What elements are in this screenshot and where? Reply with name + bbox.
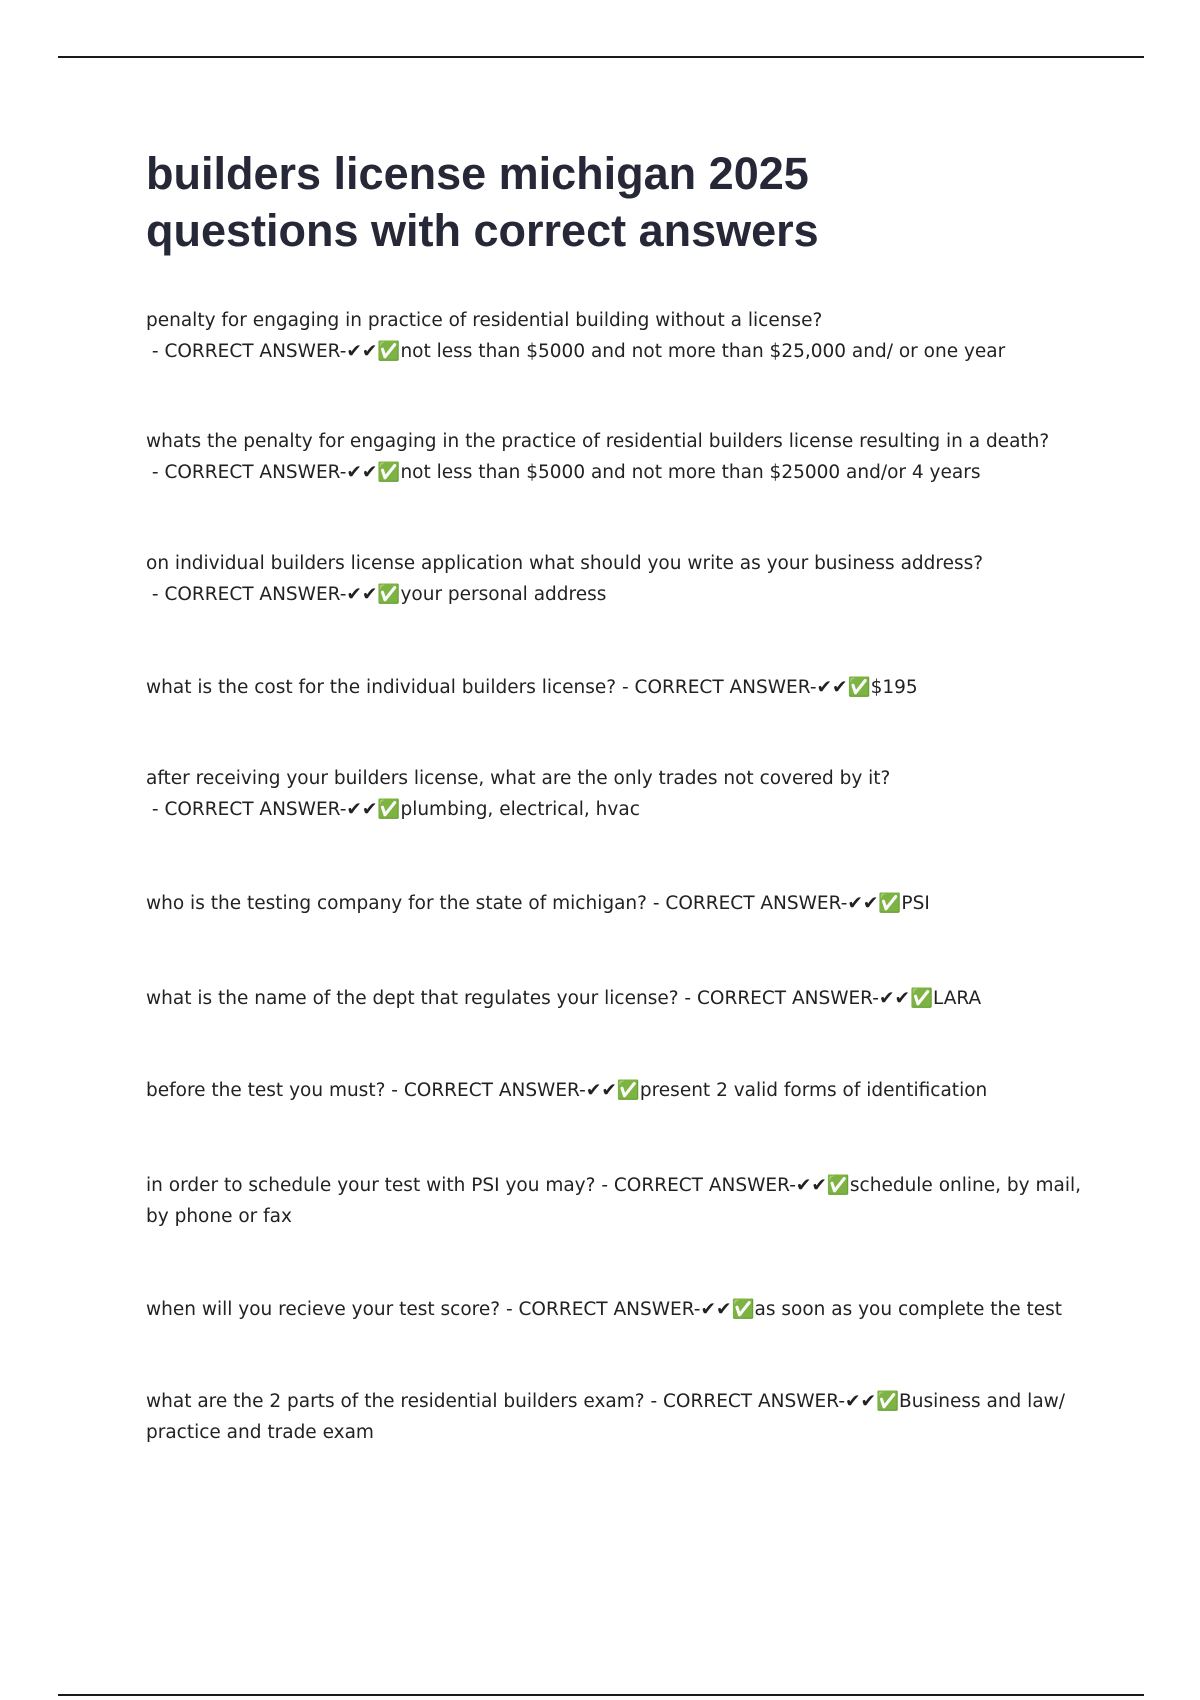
separator: -: [146, 341, 165, 362]
qa-item-6: [146, 888, 1091, 919]
question-text: before the test you must?: [146, 1080, 386, 1101]
question-text: after receiving your builders license, what are the only trades not covered by it?: [146, 768, 891, 789]
qa-item-10: [146, 1294, 1091, 1325]
qa-item-11: [146, 1386, 1091, 1448]
correct-answer-marker: CORRECT ANSWER-✔✔✅: [164, 341, 401, 362]
title-line-1: builders license michigan 2025: [146, 148, 809, 199]
question-text: who is the testing company for the state of michigan?: [146, 893, 647, 914]
qa-item-8: [146, 1075, 1091, 1106]
qa-item-2: [146, 426, 1091, 488]
separator: -: [146, 462, 165, 483]
title-line-2: questions with correct answers: [146, 205, 819, 256]
question-text: whats the penalty for engaging in the practice of residential builders license resulting in a death?: [146, 431, 1050, 452]
answer-text: plumbing, electrical, hvac: [400, 799, 640, 820]
correct-answer-marker: CORRECT ANSWER-✔✔✅: [613, 1175, 850, 1196]
separator: -: [595, 1175, 614, 1196]
question-text: on individual builders license application what should you write as your business address?: [146, 553, 984, 574]
question-text: in order to schedule your test with PSI you may?: [146, 1175, 596, 1196]
answer-text: not less than $5000 and not more than $25000 and/or 4 years: [400, 462, 981, 483]
qa-item-1: [146, 305, 1091, 367]
correct-answer-marker: CORRECT ANSWER-✔✔✅: [663, 1391, 900, 1412]
top-rule: [58, 56, 1144, 58]
answer-text: present 2 valid forms of identification: [639, 1080, 988, 1101]
answer-text: Business and law/ practice and trade exam: [146, 1391, 1066, 1443]
answer-text: LARA: [933, 988, 982, 1009]
answer-text: schedule online, by mail, by phone or fax: [146, 1175, 1081, 1227]
correct-answer-marker: CORRECT ANSWER-✔✔✅: [634, 677, 871, 698]
qa-item-7: [146, 983, 1091, 1014]
separator: -: [644, 1391, 664, 1412]
separator: -: [500, 1299, 519, 1320]
qa-item-5: [146, 763, 1091, 825]
answer-text: not less than $5000 and not more than $25,000 and/ or one year: [400, 341, 1006, 362]
answer-text: PSI: [901, 893, 930, 914]
question-text: what is the name of the dept that regulates your license?: [146, 988, 679, 1009]
correct-answer-marker: CORRECT ANSWER-✔✔✅: [696, 988, 933, 1009]
document-title: [146, 145, 1126, 259]
question-text: when will you recieve your test score?: [146, 1299, 501, 1320]
correct-answer-marker: CORRECT ANSWER-✔✔✅: [403, 1080, 640, 1101]
answer-text: your personal address: [400, 584, 607, 605]
question-text: what is the cost for the individual builders license?: [146, 677, 617, 698]
correct-answer-marker: CORRECT ANSWER-✔✔✅: [164, 462, 401, 483]
correct-answer-marker: CORRECT ANSWER-✔✔✅: [164, 799, 401, 820]
separator: -: [385, 1080, 404, 1101]
question-text: what are the 2 parts of the residential builders exam?: [146, 1391, 645, 1412]
correct-answer-marker: CORRECT ANSWER-✔✔✅: [665, 893, 902, 914]
separator: -: [616, 677, 635, 698]
qa-item-3: [146, 548, 1091, 610]
qa-item-4: [146, 672, 1091, 703]
separator: -: [146, 584, 165, 605]
qa-item-9: [146, 1170, 1091, 1232]
separator: -: [646, 893, 666, 914]
correct-answer-marker: CORRECT ANSWER-✔✔✅: [164, 584, 401, 605]
question-text: penalty for engaging in practice of residential building without a license?: [146, 310, 823, 331]
correct-answer-marker: CORRECT ANSWER-✔✔✅: [518, 1299, 755, 1320]
separator: -: [678, 988, 697, 1009]
answer-text: $195: [870, 677, 918, 698]
separator: -: [146, 799, 165, 820]
bottom-rule: [58, 1694, 1144, 1696]
answer-text: as soon as you complete the test: [754, 1299, 1063, 1320]
